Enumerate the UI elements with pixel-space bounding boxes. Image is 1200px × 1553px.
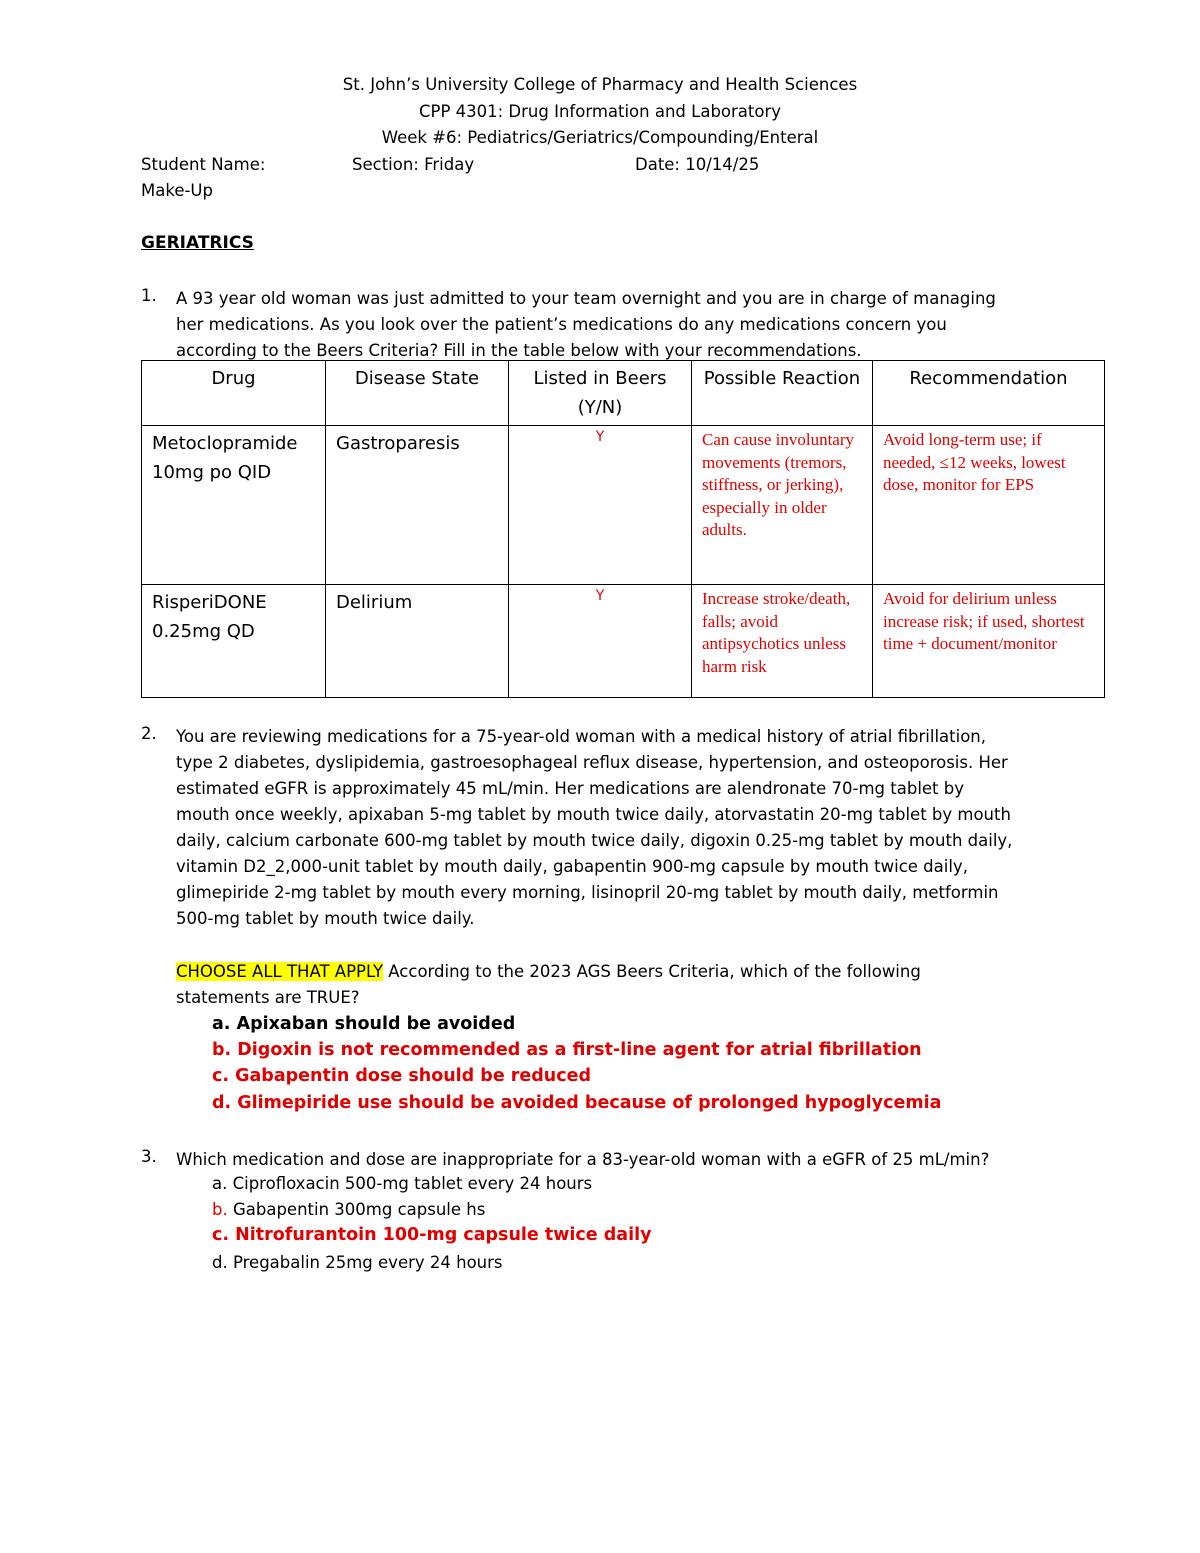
table-header: Listed in Beers (Y/N)	[509, 361, 692, 426]
section-title: GERIATRICS	[141, 233, 254, 253]
question-line: vitamin D2_2,000-unit tablet by mouth daily, gabapentin 900-mg capsule by mouth twice daily,	[176, 857, 968, 876]
beers-cell: Y	[509, 585, 692, 698]
table-row	[142, 585, 1105, 698]
q3-option-b-letter: b.	[212, 1200, 228, 1219]
question-text	[176, 286, 1076, 364]
q2-option-d: d. Glimepiride use should be avoided because of prolonged hypoglycemia	[212, 1093, 942, 1113]
beers-cell: Y	[509, 426, 692, 585]
question-number: 2.	[141, 724, 157, 743]
question-2	[141, 724, 1101, 936]
question-line: glimepiride 2-mg tablet by mouth every morning, lisinopril 20-mg tablet by mouth daily, metformin	[176, 883, 999, 902]
date-label: Date: 10/14/25	[635, 155, 760, 174]
q3-option-a: a. Ciprofloxacin 500-mg tablet every 24 hours	[212, 1174, 593, 1193]
header-university: St. John’s University College of Pharmacy and Health Sciences	[342, 75, 858, 94]
disease-cell: Delirium	[326, 585, 509, 698]
beers-table	[141, 360, 1105, 698]
question-text: Which medication and dose are inappropriate for a 83-year-old woman with a eGFR of 25 mL/min?	[176, 1150, 990, 1169]
table-header-row	[142, 361, 1105, 426]
section-label: Section: Friday	[352, 155, 475, 174]
table-header: Disease State	[326, 361, 509, 426]
question-line: daily, calcium carbonate 600-mg tablet by mouth twice daily, digoxin 0.25-mg tablet by mouth daily,	[176, 831, 1013, 850]
question-line: type 2 diabetes, dyslipidemia, gastroesophageal reflux disease, hypertension, and osteoporosis. Her	[176, 753, 1008, 772]
question-line: A 93 year old woman was just admitted to your team overnight and you are in charge of managing	[176, 289, 996, 308]
question-line: 500-mg tablet by mouth twice daily.	[176, 909, 475, 928]
question-3	[141, 1147, 1101, 1173]
choose-all-prompt	[176, 962, 921, 981]
question-line: her medications. As you look over the patient’s medications do any medications concern you	[176, 315, 947, 334]
question-line: mouth once weekly, apixaban 5-mg tablet by mouth twice daily, atorvastatin 20-mg tablet by mouth	[176, 805, 1011, 824]
reaction-cell: Increase stroke/death, falls; avoid antipsychotics unless harm risk	[692, 585, 873, 698]
drug-cell: RisperiDONE 0.25mg QD	[142, 585, 326, 698]
recommendation-cell: Avoid long-term use; if needed, ≤12 weeks, lowest dose, monitor for EPS	[873, 426, 1105, 585]
table-header: Drug	[142, 361, 326, 426]
header-course: CPP 4301: Drug Information and Laboratory	[418, 102, 782, 121]
question-1	[141, 286, 1101, 366]
q3-option-b	[212, 1200, 485, 1219]
q2-option-a: a. Apixaban should be avoided	[212, 1014, 516, 1034]
drug-cell: Metoclopramide 10mg po QID	[142, 426, 326, 585]
q2-option-c: c. Gabapentin dose should be reduced	[212, 1066, 592, 1086]
q3-option-c: c. Nitrofurantoin 100-mg capsule twice daily	[212, 1225, 652, 1245]
header-week: Week #6: Pediatrics/Geriatrics/Compounding/Enteral	[381, 128, 819, 147]
q3-option-b-text: Gabapentin 300mg capsule hs	[227, 1200, 486, 1219]
question-number: 3.	[141, 1147, 157, 1166]
question-number: 1.	[141, 286, 157, 305]
prompt-text-line2: statements are TRUE?	[176, 988, 360, 1007]
makeup-label: Make-Up	[141, 181, 213, 200]
prompt-text: According to the 2023 AGS Beers Criteria, which of the following	[383, 962, 921, 981]
table-row	[142, 426, 1105, 585]
table-header: Possible Reaction	[692, 361, 873, 426]
question-text	[176, 724, 1076, 932]
question-line: according to the Beers Criteria? Fill in the table below with your recommendations.	[176, 341, 862, 360]
student-name-label: Student Name:	[141, 155, 266, 174]
recommendation-cell: Avoid for delirium unless increase risk; if used, shortest time + document/monitor	[873, 585, 1105, 698]
question-line: You are reviewing medications for a 75-year-old woman with a medical history of atrial fibrillation,	[176, 727, 986, 746]
choose-all-highlight: CHOOSE ALL THAT APPLY	[176, 962, 384, 981]
disease-cell: Gastroparesis	[326, 426, 509, 585]
reaction-cell: Can cause involuntary movements (tremors, stiffness, or jerking), especially in older adults.	[692, 426, 873, 585]
question-line: estimated eGFR is approximately 45 mL/min. Her medications are alendronate 70-mg tablet by	[176, 779, 965, 798]
q3-option-d: d. Pregabalin 25mg every 24 hours	[212, 1253, 503, 1272]
table-header: Recommendation	[873, 361, 1105, 426]
q2-option-b: b. Digoxin is not recommended as a first-line agent for atrial fibrillation	[212, 1040, 922, 1060]
